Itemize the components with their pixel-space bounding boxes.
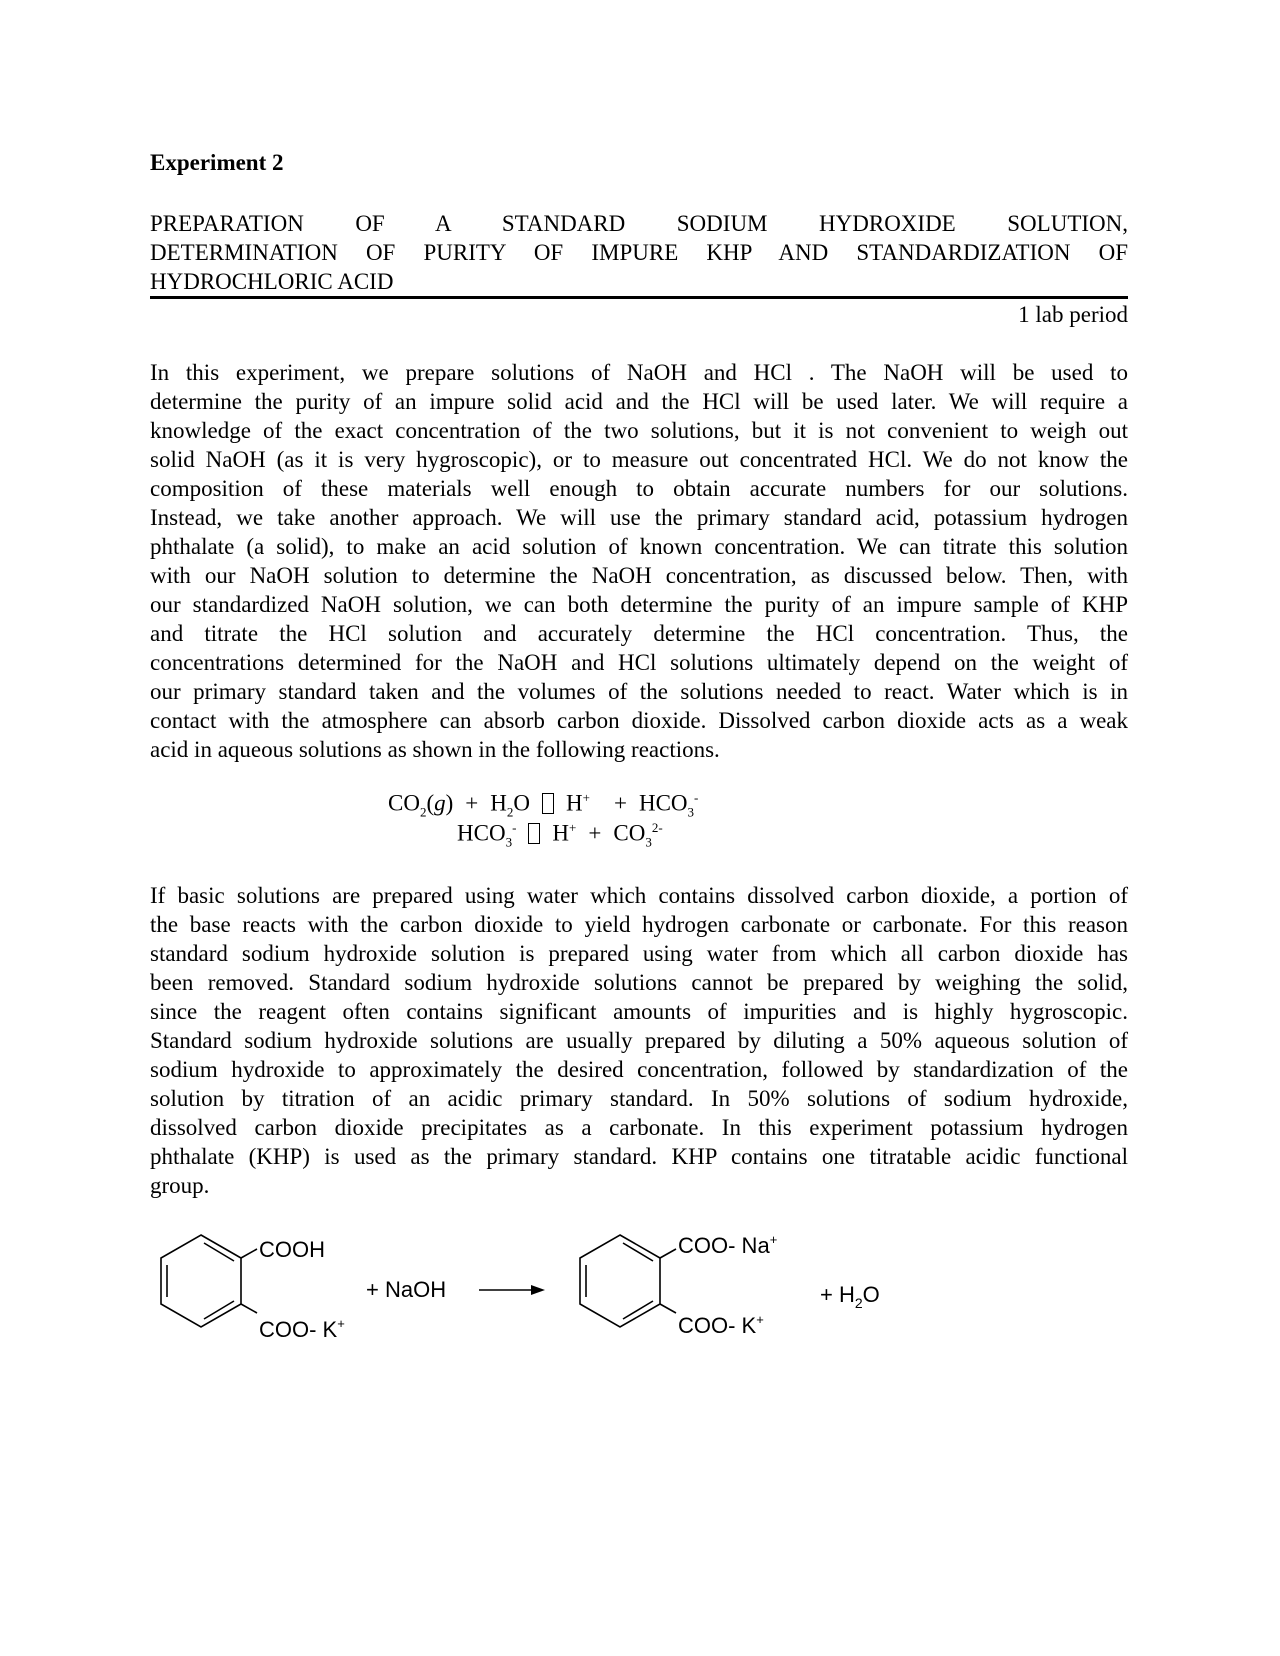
paragraph-line: contact with the atmosphere can absorb carbon dioxide. Dissolved carbon dioxide acts as a weak — [150, 708, 1128, 733]
paragraph-line: knowledge of the exact concentration of the two solutions, but it is not convenient to weigh out — [150, 418, 1128, 443]
paragraph-line: the base reacts with the carbon dioxide to yield hydrogen carbonate or carbonate. For this reason — [150, 912, 1128, 937]
reaction-arrow-icon — [479, 1285, 545, 1295]
paragraph-line: our standardized NaOH solution, we can both determine the purity of an impure sample of KHP — [150, 592, 1128, 617]
title-divider — [150, 296, 1128, 299]
paragraph-line: our primary standard taken and the volumes of the solutions needed to react. Water which is in — [150, 679, 1128, 704]
equation-bicarbonate-dissociation: $HCO_3^-$ $H^+ + CO_3^{2-}$ — [457, 820, 663, 850]
intro-paragraph — [150, 358, 1128, 764]
experiment-title — [150, 209, 1128, 296]
paragraph-line: phthalate (a solid), to make an acid solution of known concentration. We can titrate this solution — [150, 534, 1128, 559]
paragraph-line: standard sodium hydroxide solution is prepared using water from which all carbon dioxide has — [150, 941, 1128, 966]
title-line: HYDROCHLORIC ACID — [150, 269, 394, 294]
title-line: PREPARATION OF A STANDARD SODIUM HYDROXIDE SOLUTION, — [150, 211, 1128, 236]
paragraph-line: dissolved carbon dioxide precipitates as a carbonate. In this experiment potassium hydrogen — [150, 1115, 1128, 1140]
product-potassium-carboxylate-label: COO- K+ — [678, 1312, 764, 1338]
paragraph-line: concentrations determined for the NaOH and HCl solutions ultimately depend on the weight of — [150, 650, 1128, 675]
paragraph-line: Instead, we take another approach. We will use the primary standard acid, potassium hydrogen — [150, 505, 1128, 530]
title-line: DETERMINATION OF PURITY OF IMPURE KHP AND STANDARDIZATION OF — [150, 240, 1128, 265]
khp-naoh-reaction-scheme — [150, 1210, 910, 1360]
paragraph-line: acid in aqueous solutions as shown in the following reactions. — [150, 737, 720, 762]
paragraph-line: with our NaOH solution to determine the NaOH concentration, as discussed below. Then, with — [150, 563, 1128, 588]
paragraph-line: been removed. Standard sodium hydroxide solutions cannot be prepared by weighing the solid, — [150, 970, 1128, 995]
duration-label: 1 lab period — [1018, 302, 1128, 327]
reactant-carboxyl-label: COOH — [259, 1237, 325, 1262]
equilibrium-arrow-icon — [528, 823, 540, 844]
paragraph-line: group. — [150, 1173, 210, 1198]
paragraph-line: determine the purity of an impure solid acid and the HCl will be used later. We will require a — [150, 389, 1128, 414]
benzene-ring-icon — [161, 1235, 257, 1327]
reactant-carboxylate-label: COO- K+ — [259, 1316, 345, 1342]
paragraph-line: phthalate (KHP) is used as the primary standard. KHP contains one titratable acidic functional — [150, 1144, 1128, 1169]
paragraph-line: solution by titration of an acidic primary standard. In 50% solutions of sodium hydroxide, — [150, 1086, 1128, 1111]
paragraph-line: Standard sodium hydroxide solutions are usually prepared by diluting a 50% aqueous solution of — [150, 1028, 1128, 1053]
paragraph-line: In this experiment, we prepare solutions of NaOH and HCl . The NaOH will be used to — [150, 360, 1128, 385]
paragraph-line: sodium hydroxide to approximately the desired concentration, followed by standardization of the — [150, 1057, 1128, 1082]
paragraph-line: composition of these materials well enough to obtain accurate numbers for our solutions. — [150, 476, 1128, 501]
benzene-ring-icon — [580, 1235, 676, 1327]
water-product-label: + $H_2O$ — [820, 1282, 880, 1311]
standardization-paragraph — [150, 881, 1128, 1200]
paragraph-line: solid NaOH (as it is very hygroscopic), or to measure out concentrated HCl. We do not know the — [150, 447, 1128, 472]
product-sodium-carboxylate-label: COO- Na+ — [678, 1232, 778, 1258]
reagent-label: + NaOH — [366, 1277, 447, 1302]
paragraph-line: If basic solutions are prepared using water which contains dissolved carbon dioxide, a portion of — [150, 883, 1128, 908]
equation-co2-dissociation: $CO_2(g) + H_2O$ $H^+ + HCO_3^-$ — [388, 790, 699, 820]
paragraph-line: since the reagent often contains significant amounts of impurities and is highly hygroscopic. — [150, 999, 1128, 1024]
equilibrium-arrow-icon — [542, 793, 554, 814]
experiment-heading: Experiment 2 — [150, 150, 284, 175]
paragraph-line: and titrate the HCl solution and accurately determine the HCl concentration. Thus, the — [150, 621, 1128, 646]
